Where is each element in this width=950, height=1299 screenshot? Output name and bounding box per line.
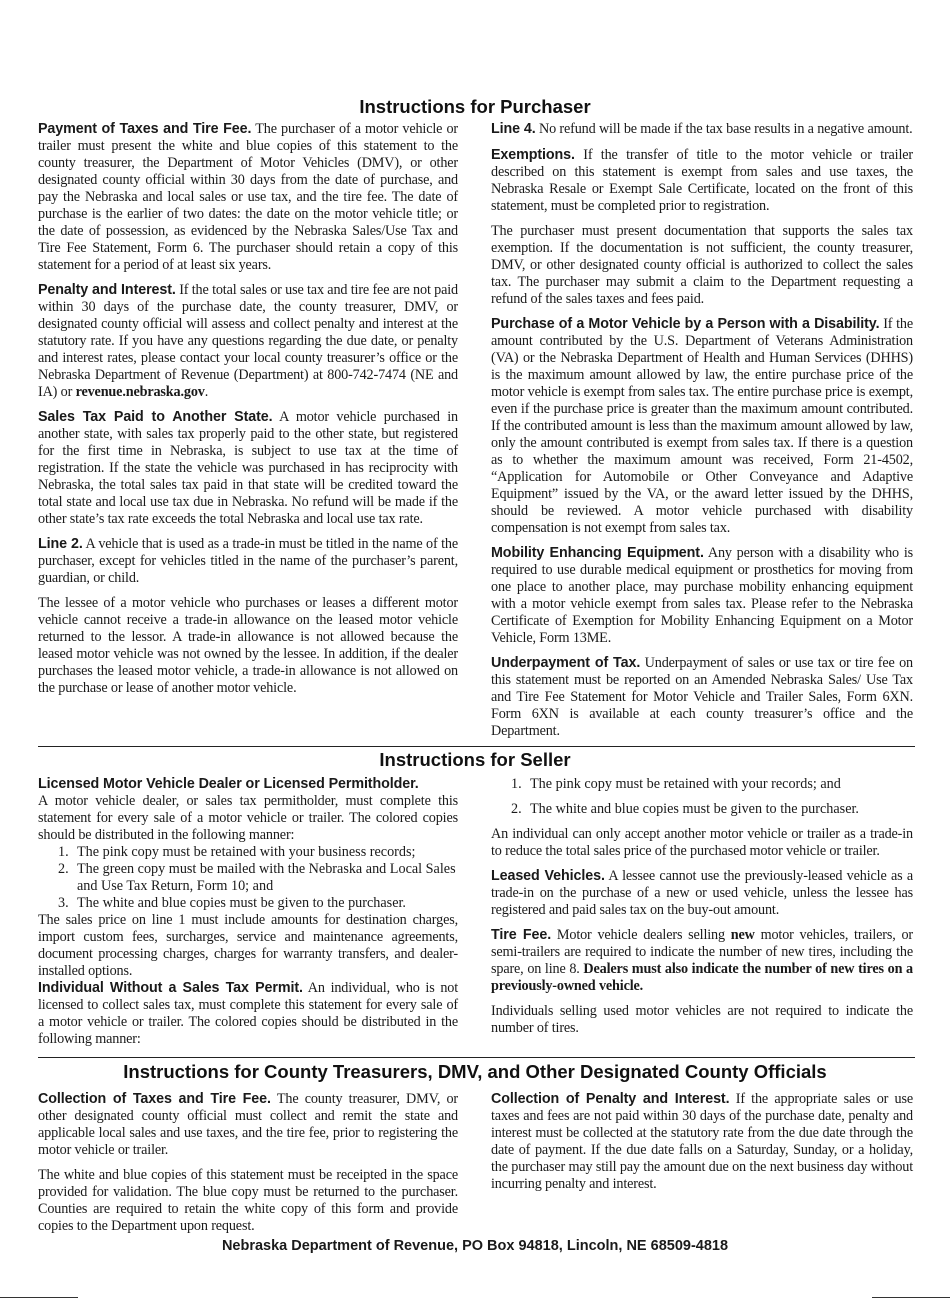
list-item <box>58 895 458 912</box>
line4-paragraph <box>491 121 913 138</box>
mobility-paragraph <box>491 545 913 647</box>
underpayment-heading: Underpayment of Tax. <box>491 655 641 671</box>
payment-paragraph <box>38 121 458 274</box>
leased-text: A lessee cannot use the previously-leased vehicle as a trade-in on the purchase of a new or used vehicle, unless the lessee has registered and paid sales tax on the buy-out amount. <box>491 868 913 918</box>
county-penalty-text: If the appropriate sales or use taxes and fees are not paid within 30 days of the purchase date, penalty and interest must be collected at the statutory rate from the due date through the date of payment. If the due date falls on a Saturday, Sunday, or a holiday, the purchaser may still pay the amount due on the next business day without incurring penalty and interest. <box>491 1091 913 1192</box>
step-number: 1. <box>58 844 69 860</box>
footer-address: Nebraska Department of Revenue, PO Box 94818, Lincoln, NE 68509-4818 <box>221 1238 729 1254</box>
step-number: 1. <box>511 776 522 792</box>
penalty-heading: Penalty and Interest. <box>38 282 176 298</box>
collection-text: The county treasurer, DMV, or other designated county official must collect and remit the state and applicable local sales and use taxes, and the tire fee, prior to registering the motor vehicle or trailer. <box>38 1091 459 1158</box>
collection-heading: Collection of Taxes and Tire Fee. <box>38 1091 271 1107</box>
section-divider-county <box>38 1057 915 1058</box>
county-penalty-heading: Collection of Penalty and Interest. <box>491 1091 730 1107</box>
disability-heading: Purchase of a Motor Vehicle by a Person with a Disability. <box>491 316 880 332</box>
seller-left-column <box>38 776 458 1056</box>
line2-paragraph <box>38 536 458 587</box>
line2-heading: Line 2. <box>38 536 83 552</box>
penalty-paragraph <box>38 282 458 401</box>
disability-text: If the amount contributed by the U.S. Department of Veterans Administration (VA) or the Nebraska Department of Health and Human Services (DHHS) is the maximum amount allowed by law, the entire purchase price of the motor vehicle is exempt from sales tax. The entire purchase price is exempt, even if the purchase price is greater than the maximum amount contributed. If the contributed amount is less than the maximum amount allowed by law, only the amount contributed is exempt from sales tax. If there is a question as to whether the maximum amount was received, Form 21-4502, “Application for Automobile or Other Conveyance and Adaptive Equipment” issued by the VA, or the award letter issued by the DHHS, should be reviewed. A motor vehicle purchased with disability compensation is not exempt from sales tax. <box>491 316 913 536</box>
trade-in-paragraph: An individual can only accept another motor vehicle or trailer as a trade-in to reduce the total sales price of the purchased motor vehicle or trailer. <box>491 826 913 859</box>
step-number: 2. <box>511 801 522 817</box>
bottom-right-mark <box>872 1297 950 1298</box>
revenue-link[interactable]: revenue.nebraska.gov <box>75 384 205 400</box>
payment-text: The purchaser of a motor vehicle or trailer must present the white and blue copies of this statement to the county treasurer, the Department of Motor Vehicles (DMV), or other designated county official within 30 days from the date of purchase, and pay the Nebraska and local sales or use tax, and the tire fee. The date of purchase is the earlier of two dates: the date on the motor vehicle title; or the date of possession, as evidenced by the Nebraska Sales/Use Tax and Tire Fee Statement, Form 6. The purchaser should retain a copy of this statement for a period of at least six years. <box>38 121 458 273</box>
step-number: 3. <box>58 895 69 911</box>
exemptions-text: If the transfer of title to the motor vehicle or trailer described on this statement is exempt from sales and use taxes, the Nebraska Resale or Exempt Sale Certificate, located on the front of this statement, must be completed prior to registration. <box>491 147 913 214</box>
mobility-text: Any person with a disability who is required to use durable medical equipment or prosthetics for moving from one place to another place, may purchase mobility enhancing equipment with a motor vehicle exempt from sales tax. Please refer to the Nebraska Certificate of Exemption for Mobility Enhancing Equipment on a Motor Vehicle, Form 13ME. <box>491 545 913 646</box>
another-state-text: A motor vehicle purchased in another state, with sales tax properly paid to the other state, but registered for the first time in Nebraska, is subject to use tax at the time of registration. If the state the vehicle was purchased in has reciprocity with Nebraska, the total sales tax paid in that state will be credited toward the total state and local use tax due in Nebraska. No refund will be made if the other state’s tax rate exceeds the total Nebraska and local use tax rate. <box>38 409 458 527</box>
seller-title: Instructions for Seller <box>379 749 571 770</box>
tire-fee-bold-end: Dealers must also indicate the number of new tires on a previously-owned vehicle. <box>491 961 913 994</box>
tire-fee-text-a: Motor vehicle dealers selling <box>551 927 731 943</box>
county-penalty-paragraph <box>491 1091 913 1193</box>
step-text: The green copy must be mailed with the Nebraska and Local Sales and Use Tax Return, Form 10; and <box>77 861 456 894</box>
underpayment-paragraph <box>491 655 913 740</box>
bottom-left-mark <box>0 1297 78 1298</box>
underpayment-text: Underpayment of sales or use tax or tire fee on this statement must be reported on an Amended Nebraska Sales/ Use Tax and Tire Fee Statement for Motor Vehicle and Trailer Sales, Form 6XN. Form 6XN is available at each county treasurer’s office and the Department. <box>491 655 913 739</box>
individual-text: An individual, who is not licensed to collect sales tax, must complete this statement for every sale of a motor vehicle or trailer. The colored copies should be distributed in the following manner: <box>38 980 459 1047</box>
licensed-heading-text: Licensed Motor Vehicle Dealer or Licensed Permitholder. <box>38 776 419 792</box>
purchaser-left-column <box>38 121 458 705</box>
used-vehicles-paragraph: Individuals selling used motor vehicles are not required to indicate the number of tires. <box>491 1003 913 1036</box>
step-text: The white and blue copies must be given to the purchaser. <box>530 801 859 817</box>
mobility-heading: Mobility Enhancing Equipment. <box>491 545 704 561</box>
step-text: The pink copy must be retained with your business records; <box>77 844 416 860</box>
step-number: 2. <box>58 861 69 877</box>
step-text: The pink copy must be retained with your records; and <box>530 776 841 792</box>
tire-fee-heading: Tire Fee. <box>491 927 552 943</box>
exemptions-paragraph <box>491 147 913 215</box>
county-right-column <box>491 1091 913 1201</box>
purchaser-title: Instructions for Purchaser <box>359 96 591 117</box>
sales-price-paragraph: The sales price on line 1 must include amounts for destination charges, import custom fees, surcharges, service and maintenance agreements, document processing charges, charges for warranty transfers, and dealer-installed options. <box>38 912 458 979</box>
collection-paragraph <box>38 1091 458 1159</box>
leased-heading: Leased Vehicles. <box>491 868 605 884</box>
payment-heading: Payment of Taxes and Tire Fee. <box>38 121 252 137</box>
receipted-paragraph: The white and blue copies of this statement must be receipted in the space provided for validation. The blue copy must be returned to the purchaser. Counties are required to retain the white copy of this form and provide copies to the Department upon request. <box>38 1167 458 1234</box>
tire-fee-text-b: motor vehicles, trailers, or semi-trailers are required to indicate the number of new tires, including the spare, on line 8. <box>491 927 913 977</box>
another-state-heading: Sales Tax Paid to Another State. <box>38 409 273 425</box>
licensed-steps-list <box>58 844 458 912</box>
tire-fee-new: new <box>730 927 755 943</box>
tire-fee-paragraph <box>491 927 913 995</box>
individual-paragraph <box>38 980 458 1048</box>
list-item <box>511 776 913 793</box>
line2-text: A vehicle that is used as a trade-in must be titled in the name of the purchaser, except for vehicles titled in the name of the purchaser’s parent, guardian, or child. <box>38 536 458 586</box>
section-divider-seller <box>38 746 915 747</box>
step-text: The white and blue copies must be given to the purchaser. <box>77 895 406 911</box>
individual-steps-list <box>511 776 913 818</box>
line4-heading: Line 4. <box>491 121 536 137</box>
disability-paragraph <box>491 316 913 537</box>
purchaser-right-column <box>491 121 913 748</box>
list-item <box>58 861 458 895</box>
lessee-paragraph: The lessee of a motor vehicle who purchases or leases a different motor vehicle cannot receive a trade-in allowance on the leased motor vehicle returned to the lessor. A trade-in allowance is not allowed because the leased motor vehicle was not owned by the lessee. In addition, if the dealer purchases the leased motor vehicle, a trade-in allowance is not allowed on the purchase or lease of another motor vehicle. <box>38 595 458 696</box>
leased-paragraph <box>491 868 913 919</box>
individual-heading: Individual Without a Sales Tax Permit. <box>38 980 303 996</box>
penalty-end: . <box>204 384 209 400</box>
exemptions-heading: Exemptions. <box>491 147 575 163</box>
penalty-text: If the total sales or use tax and tire fee are not paid within 30 days of the purchase date, the county treasurer, DMV, or designated county official will assess and collect penalty and interest at the statutory rate. If you have any questions regarding the due date, or penalty and interest rates, please contact your local county treasurer’s office or the Nebraska Department of Revenue (Department) at 800-742-7474 (NE and IA) or <box>38 282 458 400</box>
county-title: Instructions for County Treasurers, DMV, and Other Designated County Officials <box>123 1061 827 1082</box>
licensed-heading <box>38 776 458 793</box>
list-item <box>511 801 913 818</box>
licensed-text: A motor vehicle dealer, or sales tax permitholder, must complete this statement for every sale of a motor vehicle or trailer. The colored copies should be distributed in the following manner: <box>38 793 458 843</box>
another-state-paragraph <box>38 409 458 528</box>
list-item <box>58 844 458 861</box>
documentation-paragraph: The purchaser must present documentation that supports the sales tax exemption. If the documentation is not sufficient, the county treasurer, DMV, or other designated county official is authorized to collect the sales tax. The purchaser may submit a claim to the Department requesting a refund of the sales taxes and fees paid. <box>491 223 913 307</box>
line4-text: No refund will be made if the tax base results in a negative amount. <box>535 121 913 137</box>
seller-right-column <box>491 776 913 1045</box>
county-left-column <box>38 1091 458 1243</box>
